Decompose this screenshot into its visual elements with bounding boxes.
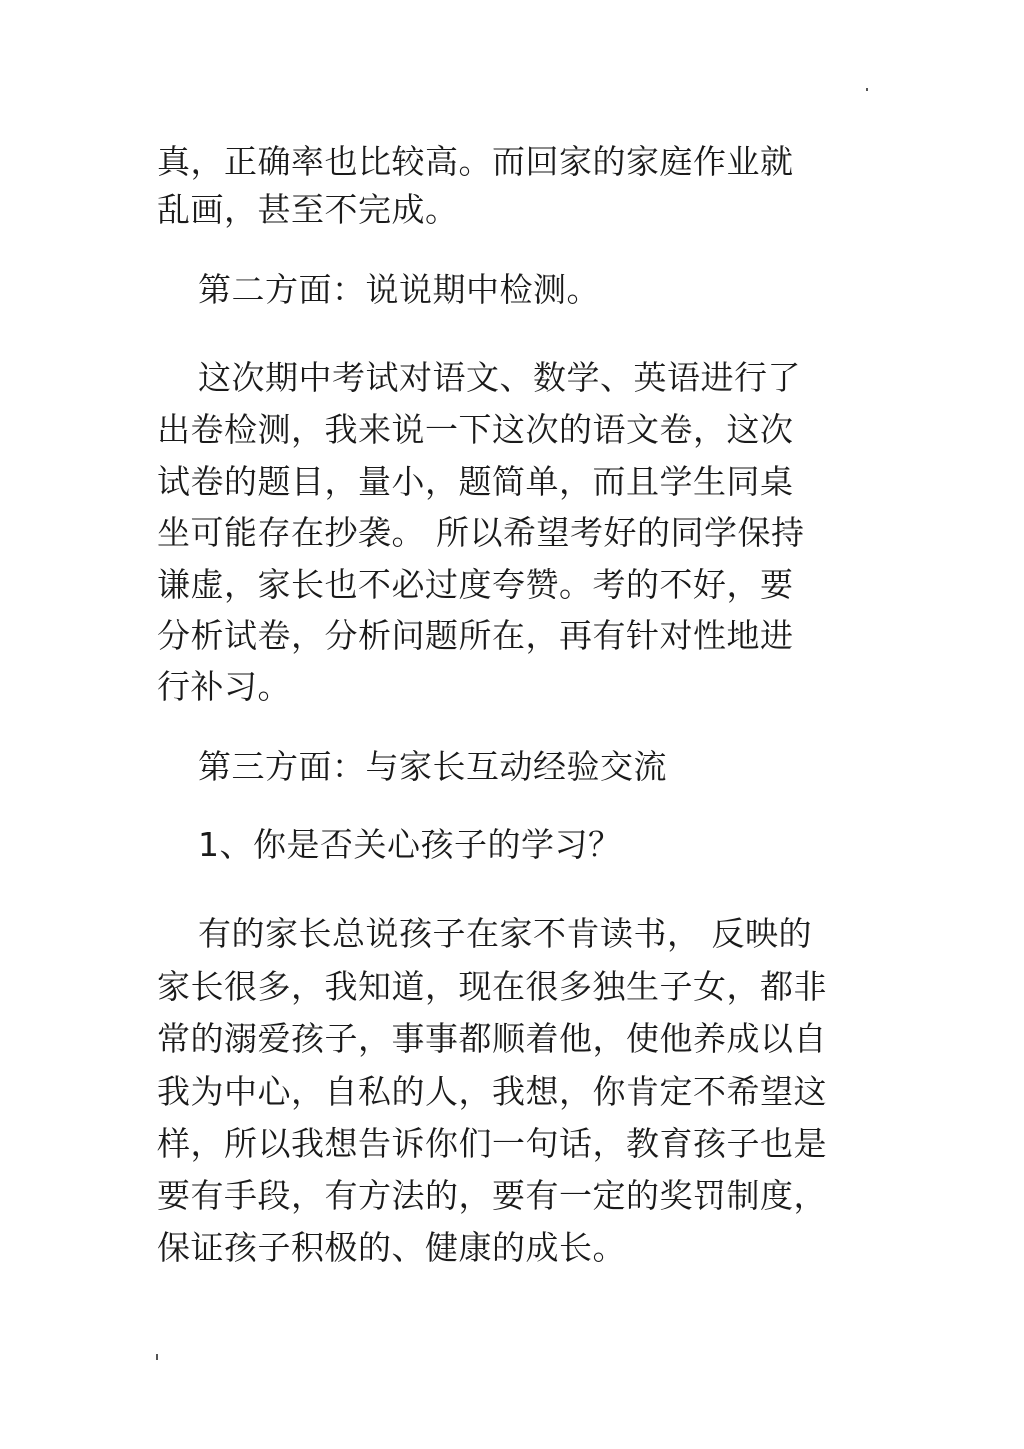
paragraph-answer-line: 有的家长总说孩子在家不肯读书， 反映的: [198, 914, 812, 953]
paragraph-answer-line: 常的溺爱孩子，事事都顺着他，使他养成以自: [157, 1019, 827, 1058]
paragraph-continued-line: 乱画，甚至不完成。: [157, 190, 459, 229]
question-item: 1、你是否关心孩子的学习？: [198, 825, 622, 864]
paragraph-exam-line: 出卷检测，我来说一下这次的语文卷，这次: [157, 410, 794, 449]
paragraph-exam-line: 坐可能存在抄袭。 所以希望考好的同学保持: [157, 513, 805, 552]
paragraph-exam-line: 谦虚，家长也不必过度夸赞。考的不好，要: [157, 565, 794, 604]
paragraph-answer-line: 保证孩子积极的、健康的成长。: [157, 1228, 626, 1267]
section-heading-3: 第三方面：与家长互动经验交流: [198, 747, 667, 786]
paragraph-exam-line: 试卷的题目，量小，题简单，而且学生同桌: [157, 462, 794, 501]
paragraph-exam-line: 分析试卷，分析问题所在，再有针对性地进: [157, 616, 794, 655]
corner-mark-top: [866, 88, 868, 91]
corner-mark-bottom: [156, 1354, 158, 1360]
paragraph-answer-line: 要有手段，有方法的，要有一定的奖罚制度，: [157, 1176, 827, 1215]
paragraph-answer-line: 我为中心，自私的人，我想，你肯定不希望这: [157, 1072, 827, 1111]
paragraph-answer-line: 家长很多，我知道，现在很多独生子女，都非: [157, 967, 827, 1006]
paragraph-continued-line: 真，正确率也比较高。而回家的家庭作业就: [157, 142, 794, 181]
paragraph-exam-line: 行补习。: [157, 667, 291, 706]
paragraph-answer-line: 样，所以我想告诉你们一句话，教育孩子也是: [157, 1124, 827, 1163]
paragraph-exam-line: 这次期中考试对语文、数学、英语进行了: [198, 358, 801, 397]
section-heading-2: 第二方面：说说期中检测。: [198, 270, 600, 309]
